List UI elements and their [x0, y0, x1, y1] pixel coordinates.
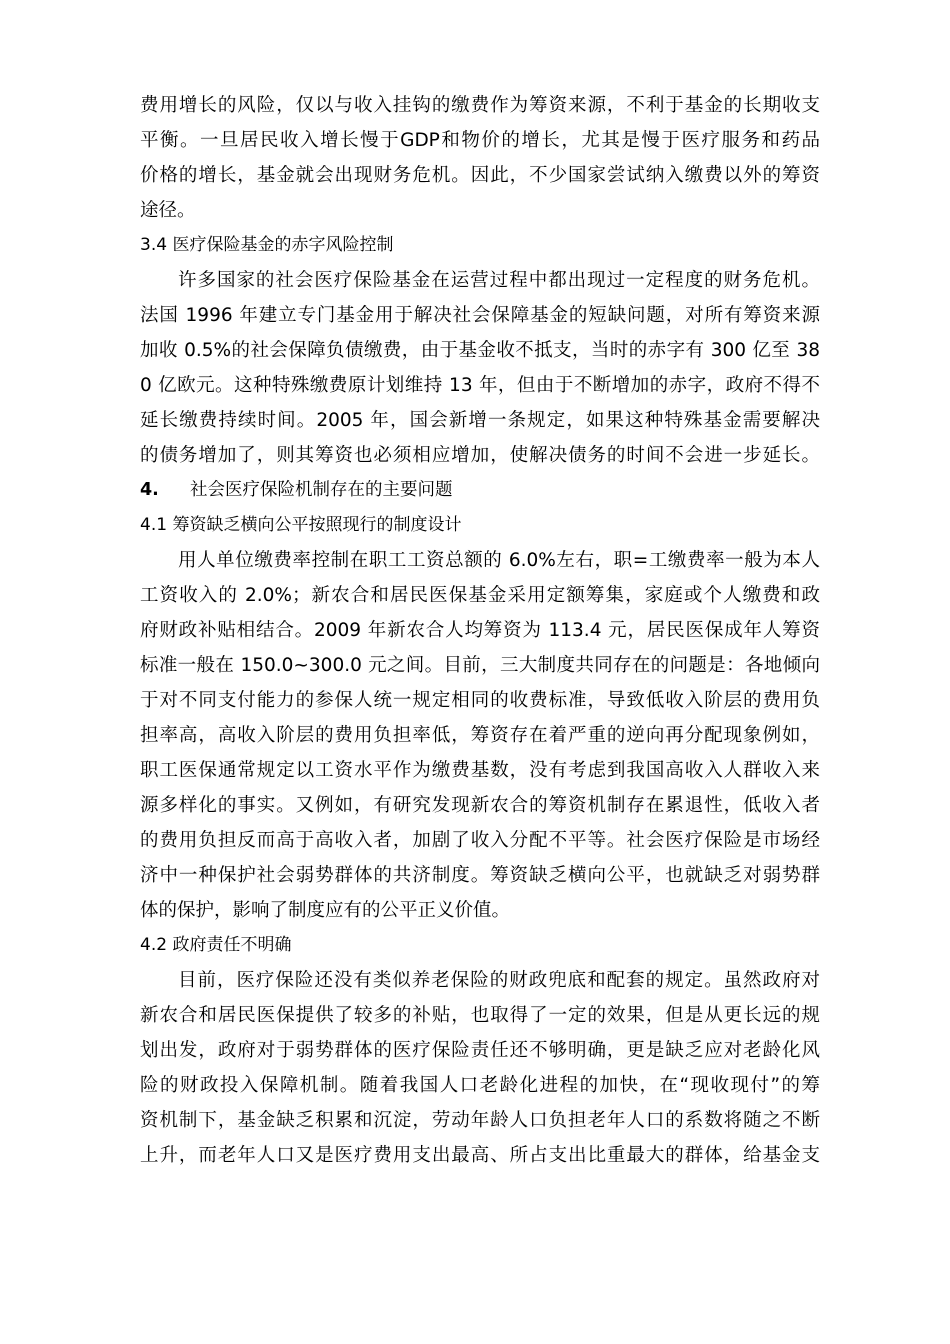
paragraph-line: 险的财政投入保障机制。随着我国人口老龄化进程的加快，在“现收现付”的筹 [140, 1075, 820, 1096]
paragraph-line: 费用增长的风险，仅以与收入挂钩的缴费作为筹资来源，不利于基金的长期收支 [140, 95, 820, 116]
paragraph-line: 济中一种保护社会弱势群体的共济制度。筹资缺乏横向公平，也就缺乏对弱势群 [140, 865, 820, 886]
paragraph-line: 延长缴费持续时间。2005 年，国会新增一条规定，如果这种特殊基金需要解决 [140, 410, 820, 431]
paragraph-line: 途径。 [140, 200, 196, 221]
paragraph-line: 府财政补贴相结合。2009 年新农合人均筹资为 113.4 元，居民医保成年人筹资 [140, 620, 820, 641]
paragraph-line: 体的保护，影响了制度应有的公平正义价值。 [140, 900, 511, 921]
paragraph-line: 资机制下，基金缺乏积累和沉淀，劳动年龄人口负担老年人口的系数将随之不断 [140, 1110, 820, 1131]
paragraph-line: 源多样化的事实。又例如，有研究发现新农合的筹资机制存在累退性，低收入者 [140, 795, 820, 816]
chapter-heading [140, 473, 820, 508]
paragraph-line: 的债务增加了，则其筹资也必须相应增加，使解决债务的时间不会进一步延长。 [140, 445, 820, 466]
section-heading: 4.1 筹资缺乏横向公平按照现行的制度设计 [140, 515, 462, 535]
paragraph-first-line: 用人单位缴费率控制在职工工资总额的 6.0%左右，职=工缴费率一般为本人 [178, 550, 820, 571]
paragraph-line: 加收 0.5%的社会保障负债缴费，由于基金收不抵支，当时的赤字有 300 亿至 38 [140, 340, 820, 361]
chapter-number: 4. [140, 480, 159, 500]
document-page [140, 88, 820, 1173]
paragraph-line: 法国 1996 年建立专门基金用于解决社会保障基金的短缺问题，对所有筹资来源 [140, 305, 820, 326]
paragraph-line: 的费用负担反而高于高收入者，加剧了收入分配不平等。社会医疗保险是市场经 [140, 830, 820, 851]
paragraph-first-line: 许多国家的社会医疗保险基金在运营过程中都出现过一定程度的财务危机。 [178, 270, 820, 291]
paragraph-line: 上升，而老年人口又是医疗费用支出最高、所占支出比重最大的群体，给基金支 [140, 1145, 820, 1166]
paragraph-first-line: 目前，医疗保险还没有类似养老保险的财政兜底和配套的规定。虽然政府对 [178, 970, 820, 991]
paragraph-line: 标准一般在 150.0~300.0 元之间。目前，三大制度共同存在的问题是：各地倾向 [140, 655, 820, 676]
section-heading: 3.4 医疗保险基金的赤字风险控制 [140, 235, 394, 255]
paragraph-line: 新农合和居民医保提供了较多的补贴，也取得了一定的效果，但是从更长远的规 [140, 1005, 820, 1026]
paragraph-line: 0 亿欧元。这种特殊缴费原计划维持 13 年，但由于不断增加的赤字，政府不得不 [140, 375, 820, 396]
paragraph-line: 担率高，高收入阶层的费用负担率低，筹资存在着严重的逆向再分配现象例如， [140, 725, 820, 746]
paragraph-line: 于对不同支付能力的参保人统一规定相同的收费标准，导致低收入阶层的费用负 [140, 690, 820, 711]
chapter-title: 社会医疗保险机制存在的主要问题 [190, 480, 453, 500]
paragraph-line: 职工医保通常规定以工资水平作为缴费基数，没有考虑到我国高收入人群收入来 [140, 760, 820, 781]
paragraph-line: 价格的增长，基金就会出现财务危机。因此，不少国家尝试纳入缴费以外的筹资 [140, 165, 820, 186]
section-heading: 4.2 政府责任不明确 [140, 935, 292, 955]
paragraph-line: 划出发，政府对于弱势群体的医疗保险责任还不够明确，更是缺乏应对老龄化风 [140, 1040, 820, 1061]
paragraph-line: 平衡。一旦居民收入增长慢于GDP和物价的增长，尤其是慢于医疗服务和药品 [140, 130, 820, 151]
paragraph-line: 工资收入的 2.0%；新农合和居民医保基金采用定额筹集，家庭或个人缴费和政 [140, 585, 820, 606]
